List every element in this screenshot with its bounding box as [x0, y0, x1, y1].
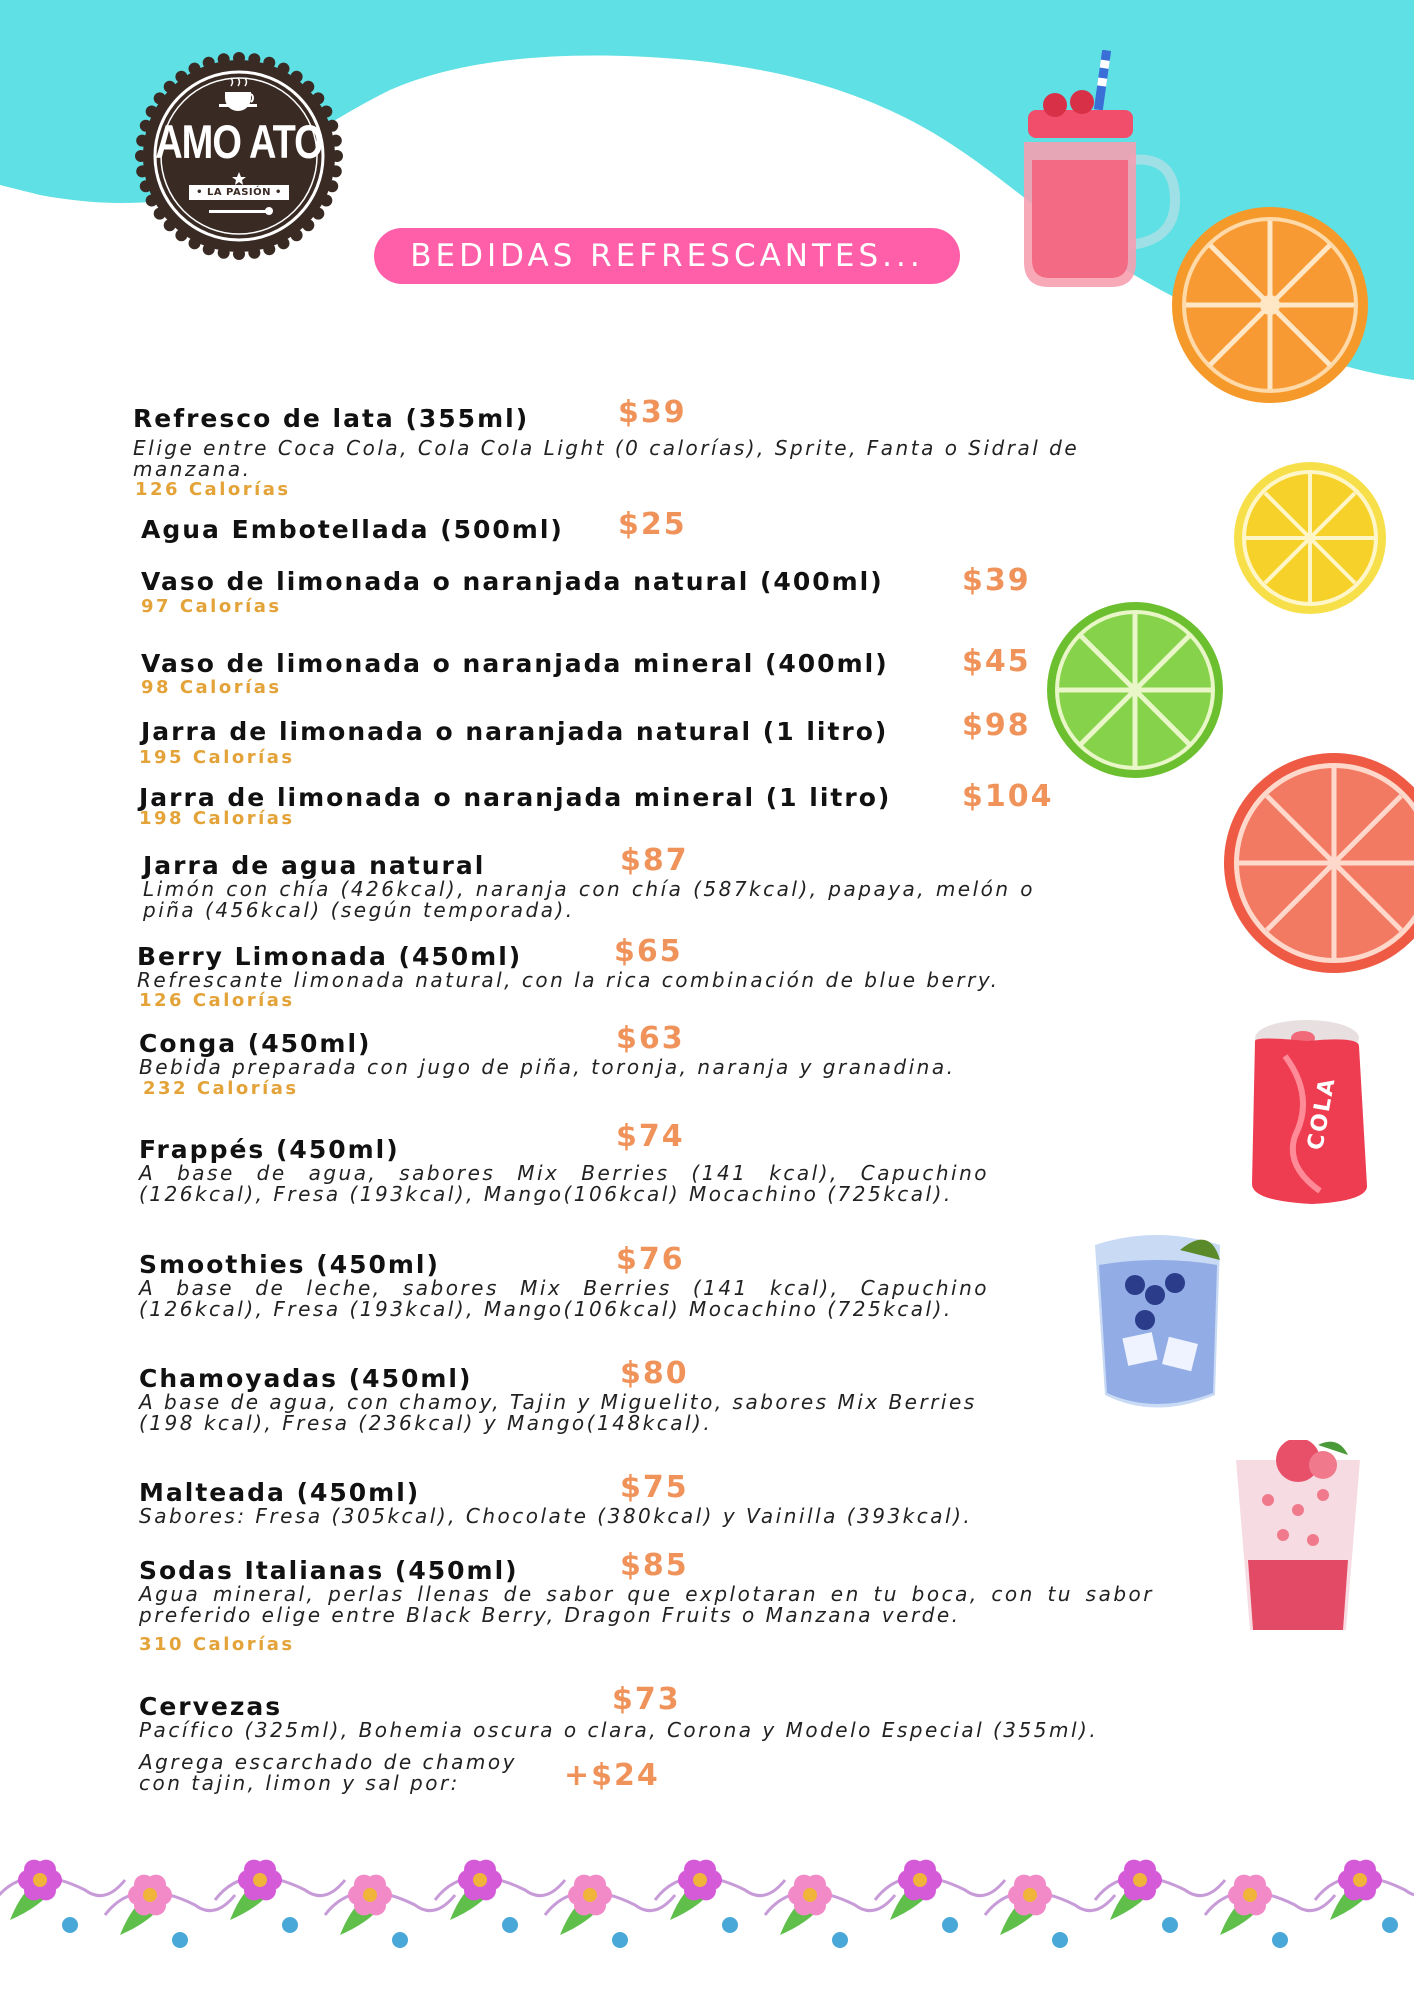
item-price: $98 [962, 708, 1031, 743]
item-price: $45 [962, 644, 1031, 679]
item-price: $104 [962, 779, 1054, 814]
item-price: $75 [620, 1470, 689, 1505]
blueberry-glass-icon [1085, 1225, 1235, 1415]
brand-logo [133, 50, 345, 262]
item-name: Conga (450ml) [139, 1029, 372, 1058]
logo-tagline: • LA PASIÓN • [189, 185, 289, 200]
lemon-slice-icon [1232, 460, 1388, 616]
item-description: A base de leche, sabores Mix Berries (141 kcal), Capuchino (126kcal), Fresa (193kcal), Mango(106kcal) Mocachino (725kcal). [139, 1276, 989, 1321]
item-price: $63 [616, 1021, 685, 1056]
orange-slice-icon [1170, 205, 1370, 405]
item-description: Sabores: Fresa (305kcal), Chocolate (380kcal) y Vainilla (393kcal). [139, 1504, 973, 1528]
extra-price: +$24 [564, 1758, 660, 1793]
item-description: Refrescante limonada natural, con la rica combinación de blue berry. [137, 968, 1000, 992]
item-calories: 98 Calorías [141, 677, 282, 698]
item-calories: 310 Calorías [139, 1634, 295, 1655]
item-price: $76 [616, 1242, 685, 1277]
item-description: Limón con chía (426kcal), naranja con chía (587kcal), papaya, melón o piña (456kcal) (según temporada). [143, 877, 1035, 922]
item-name: Cervezas [139, 1692, 283, 1721]
item-name: Sodas Italianas (450ml) [139, 1556, 519, 1585]
item-price: $74 [616, 1119, 685, 1154]
item-name: Jarra de limonada o naranjada natural (1 litro) [141, 717, 889, 746]
item-price: $39 [618, 395, 687, 430]
item-name: Chamoyadas (450ml) [139, 1364, 473, 1393]
item-calories: 198 Calorías [139, 808, 295, 829]
section-heading: BEDIDAS REFRESCANTES... [374, 228, 960, 284]
item-description: Bebida preparada con jugo de piña, toronja, naranja y granadina. [139, 1055, 956, 1079]
item-price: $25 [618, 507, 687, 542]
item-name: Berry Limonada (450ml) [137, 942, 523, 971]
item-calories: 232 Calorías [143, 1078, 299, 1099]
item-name: Vaso de limonada o naranjada natural (400ml) [141, 567, 884, 596]
grapefruit-slice-icon [1222, 752, 1414, 974]
floral-border-icon [0, 1825, 1414, 1975]
item-calories: 97 Calorías [141, 596, 282, 617]
item-price: $80 [620, 1356, 689, 1391]
item-name: Frappés (450ml) [139, 1135, 400, 1164]
item-description: Elige entre Coca Cola, Cola Cola Light (0 calorías), Sprite, Fanta o Sidral de manzana. [133, 436, 1080, 481]
item-calories: 126 Calorías [135, 479, 291, 500]
can-label: COLA [1303, 1074, 1341, 1153]
extra-description: Agrega escarchado de chamoy con tajin, limon y sal por: [139, 1750, 517, 1795]
item-price: $73 [612, 1682, 681, 1717]
item-name: Agua Embotellada (500ml) [141, 515, 564, 544]
item-name: Jarra de agua natural [143, 851, 486, 880]
item-name: Smoothies (450ml) [139, 1250, 440, 1279]
italian-soda-cup-icon [1228, 1440, 1368, 1640]
item-price: $65 [614, 934, 683, 969]
item-name: Malteada (450ml) [139, 1478, 421, 1507]
item-calories: 126 Calorías [139, 990, 295, 1011]
item-name: Vaso de limonada o naranjada mineral (400ml) [141, 649, 889, 678]
item-price: $85 [620, 1548, 689, 1583]
item-description: Agua mineral, perlas llenas de sabor que explotaran en tu boca, con tu sabor preferido elige entre Black Berry, Dragon Fruits o Manzana verde. [139, 1582, 1154, 1627]
cola-can-icon [1245, 1016, 1375, 1206]
lime-slice-icon [1045, 600, 1225, 780]
logo-title: AMO ATO [155, 116, 323, 170]
item-description: A base de agua, sabores Mix Berries (141 kcal), Capuchino (126kcal), Fresa (193kcal), Mango(106kcal) Mocachino (725kcal). [139, 1161, 989, 1206]
item-description: Pacífico (325ml), Bohemia oscura o clara, Corona y Modelo Especial (355ml). [139, 1718, 1099, 1742]
item-price: $87 [620, 843, 689, 878]
item-name: Refresco de lata (355ml) [133, 404, 530, 433]
item-calories: 195 Calorías [139, 747, 295, 768]
item-name: Jarra de limonada o naranjada mineral (1 litro) [139, 783, 892, 812]
strawberry-jar-icon [1010, 50, 1185, 300]
item-description: A base de agua, con chamoy, Tajin y Miguelito, sabores Mix Berries (198 kcal), Fresa (236kcal) y Mango(148kcal). [139, 1390, 977, 1435]
item-price: $39 [962, 563, 1031, 598]
